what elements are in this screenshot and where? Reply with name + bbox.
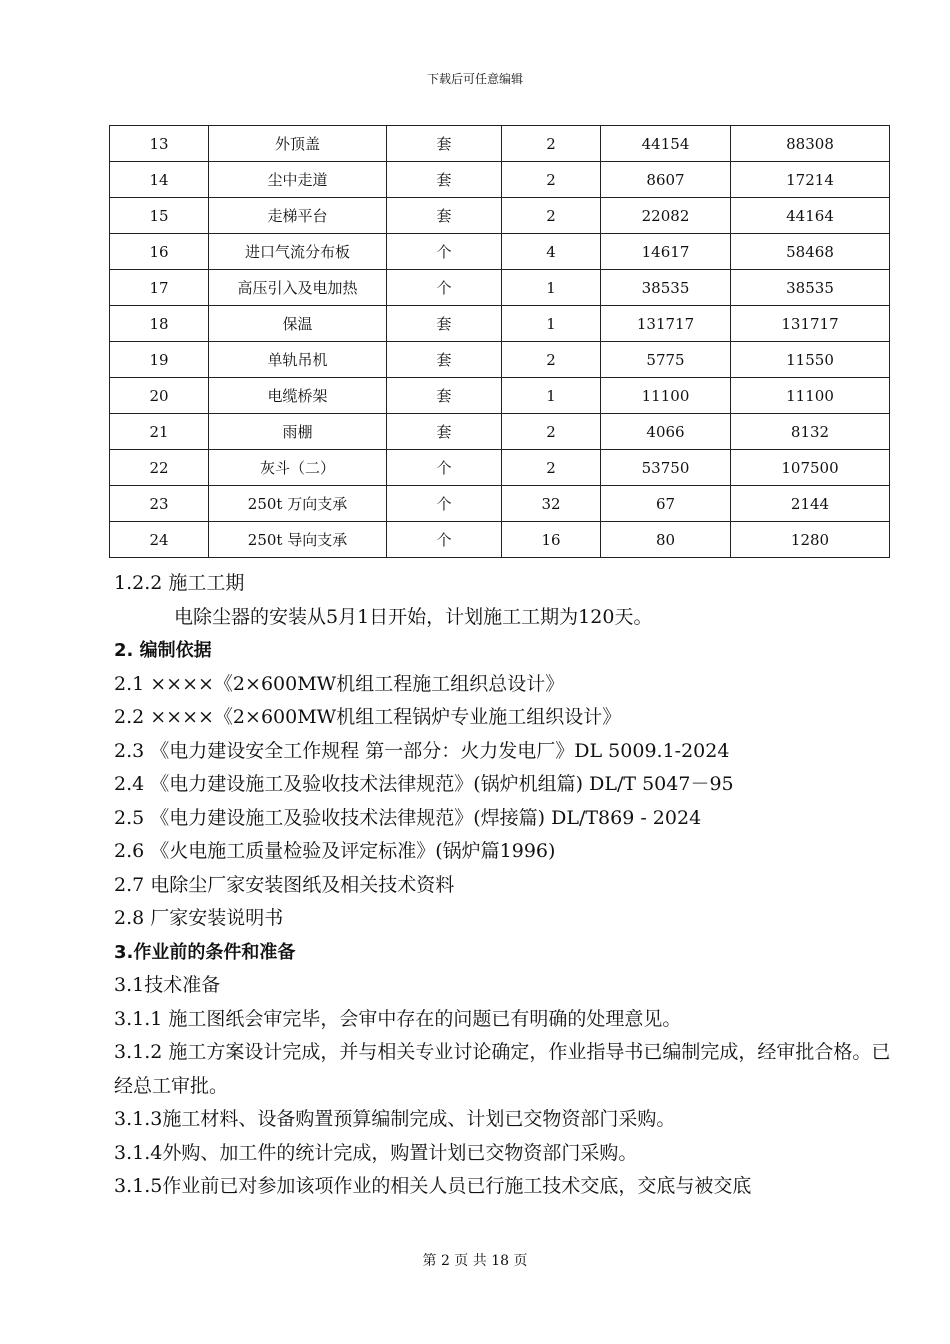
cell-unit: 套 bbox=[387, 306, 502, 342]
cell-unit-price: 38535 bbox=[601, 270, 731, 306]
table-row bbox=[110, 414, 890, 450]
cell-quantity: 32 bbox=[502, 486, 601, 522]
cell-unit: 套 bbox=[387, 198, 502, 234]
cell-unit: 套 bbox=[387, 162, 502, 198]
cell-total: 44164 bbox=[731, 198, 890, 234]
cell-index: 22 bbox=[110, 450, 209, 486]
ref-2-5: 2.5 《电力建设施工及验收技术法律规范》(焊接篇) DL/T869 - 2024 bbox=[114, 806, 702, 829]
cell-unit: 套 bbox=[387, 414, 502, 450]
cell-quantity: 4 bbox=[502, 234, 601, 270]
section-1-2-2: 1.2.2 施工工期 bbox=[114, 572, 245, 594]
cell-quantity: 2 bbox=[502, 342, 601, 378]
cell-quantity: 2 bbox=[502, 198, 601, 234]
ref-2-6: 2.6 《火电施工质量检验及评定标准》(锅炉篇1996) bbox=[114, 840, 556, 862]
cell-unit-price: 14617 bbox=[601, 234, 731, 270]
cell-unit-price: 8607 bbox=[601, 162, 731, 198]
cell-unit: 个 bbox=[387, 450, 502, 486]
item-3-1-3: 3.1.3施工材料、设备购置预算编制完成、计划已交物资部门采购。 bbox=[114, 1108, 676, 1130]
cell-quantity: 16 bbox=[502, 522, 601, 558]
document-body bbox=[114, 567, 894, 1204]
cell-item-name: 单轨吊机 bbox=[209, 342, 387, 378]
cell-item-name: 250t 万向支承 bbox=[209, 486, 387, 522]
cell-total: 1280 bbox=[731, 522, 890, 558]
cell-total: 38535 bbox=[731, 270, 890, 306]
cell-index: 24 bbox=[110, 522, 209, 558]
cell-total: 8132 bbox=[731, 414, 890, 450]
cell-quantity: 2 bbox=[502, 126, 601, 162]
cell-unit: 套 bbox=[387, 378, 502, 414]
table-row bbox=[110, 234, 890, 270]
cell-item-name: 尘中走道 bbox=[209, 162, 387, 198]
table-row bbox=[110, 378, 890, 414]
cell-unit-price: 22082 bbox=[601, 198, 731, 234]
cell-unit: 个 bbox=[387, 270, 502, 306]
cell-unit-price: 131717 bbox=[601, 306, 731, 342]
table-row bbox=[110, 306, 890, 342]
heading-3: 3.作业前的条件和准备 bbox=[114, 941, 296, 963]
cell-total: 11550 bbox=[731, 342, 890, 378]
cell-total: 58468 bbox=[731, 234, 890, 270]
cell-item-name: 雨棚 bbox=[209, 414, 387, 450]
cell-unit-price: 4066 bbox=[601, 414, 731, 450]
cell-total: 131717 bbox=[731, 306, 890, 342]
cell-item-name: 灰斗（二） bbox=[209, 450, 387, 486]
cell-index: 17 bbox=[110, 270, 209, 306]
cell-index: 21 bbox=[110, 414, 209, 450]
cell-total: 88308 bbox=[731, 126, 890, 162]
cell-index: 20 bbox=[110, 378, 209, 414]
cell-index: 13 bbox=[110, 126, 209, 162]
cell-item-name: 进口气流分布板 bbox=[209, 234, 387, 270]
cell-unit: 个 bbox=[387, 486, 502, 522]
table-row bbox=[110, 486, 890, 522]
table-row bbox=[110, 198, 890, 234]
heading-2: 2. 编制依据 bbox=[114, 640, 212, 661]
cell-item-name: 外顶盖 bbox=[209, 126, 387, 162]
cell-unit: 套 bbox=[387, 342, 502, 378]
ref-2-2: 2.2 ××××《2×600MW机组工程锅炉专业施工组织设计》 bbox=[114, 706, 622, 728]
cell-total: 2144 bbox=[731, 486, 890, 522]
table-row bbox=[110, 522, 890, 558]
cell-unit-price: 44154 bbox=[601, 126, 731, 162]
cell-index: 19 bbox=[110, 342, 209, 378]
cell-item-name: 保温 bbox=[209, 306, 387, 342]
cell-unit-price: 80 bbox=[601, 522, 731, 558]
ref-2-7: 2.7 电除尘厂家安装图纸及相关技术资料 bbox=[114, 873, 455, 896]
cell-unit: 套 bbox=[387, 126, 502, 162]
cell-quantity: 2 bbox=[502, 162, 601, 198]
cell-quantity: 2 bbox=[502, 414, 601, 450]
cell-unit-price: 67 bbox=[601, 486, 731, 522]
equipment-table bbox=[109, 125, 890, 558]
cell-index: 14 bbox=[110, 162, 209, 198]
cell-unit-price: 53750 bbox=[601, 450, 731, 486]
page-footer: 第 2 页 共 18 页 bbox=[422, 1253, 528, 1269]
item-3-1-2: 3.1.2 施工方案设计完成，并与相关专业讨论确定，作业指导书已编制完成，经审批合格。已经总工审批。 bbox=[114, 1041, 891, 1097]
table-row bbox=[110, 342, 890, 378]
cell-total: 107500 bbox=[731, 450, 890, 486]
cell-index: 16 bbox=[110, 234, 209, 270]
ref-2-4: 2.4 《电力建设施工及验收技术法律规范》(锅炉机组篇) DL/T 5047－95 bbox=[114, 773, 734, 795]
cell-unit-price: 11100 bbox=[601, 378, 731, 414]
cell-unit: 个 bbox=[387, 234, 502, 270]
cell-unit-price: 5775 bbox=[601, 342, 731, 378]
cell-item-name: 电缆桥架 bbox=[209, 378, 387, 414]
item-3-1-4: 3.1.4外购、加工件的统计完成，购置计划已交物资部门采购。 bbox=[114, 1141, 638, 1164]
cell-unit: 个 bbox=[387, 522, 502, 558]
table-row bbox=[110, 126, 890, 162]
cell-item-name: 走梯平台 bbox=[209, 198, 387, 234]
item-3-1-5: 3.1.5作业前已对参加该项作业的相关人员已行施工技术交底，交底与被交底 bbox=[114, 1175, 752, 1197]
cell-quantity: 2 bbox=[502, 450, 601, 486]
cell-total: 17214 bbox=[731, 162, 890, 198]
cell-index: 15 bbox=[110, 198, 209, 234]
page-header: 下载后可任意编辑 bbox=[426, 72, 523, 86]
ref-2-8: 2.8 厂家安装说明书 bbox=[114, 907, 284, 929]
table-row bbox=[110, 162, 890, 198]
cell-index: 23 bbox=[110, 486, 209, 522]
cell-index: 18 bbox=[110, 306, 209, 342]
ref-2-3: 2.3 《电力建设安全工作规程 第一部分：火力发电厂》DL 5009.1-2024 bbox=[114, 739, 730, 762]
item-3-1-1: 3.1.1 施工图纸会审完毕，会审中存在的问题已有明确的处理意见。 bbox=[114, 1007, 682, 1030]
schedule-paragraph: 电除尘器的安装从5月1日开始，计划施工工期为120天。 bbox=[174, 605, 653, 628]
cell-total: 11100 bbox=[731, 378, 890, 414]
cell-quantity: 1 bbox=[502, 378, 601, 414]
cell-quantity: 1 bbox=[502, 270, 601, 306]
cell-item-name: 高压引入及电加热 bbox=[209, 270, 387, 306]
section-3-1: 3.1技术准备 bbox=[114, 974, 221, 996]
table-row bbox=[110, 450, 890, 486]
cell-item-name: 250t 导向支承 bbox=[209, 522, 387, 558]
cell-quantity: 1 bbox=[502, 306, 601, 342]
ref-2-1: 2.1 ××××《2×600MW机组工程施工组织总设计》 bbox=[114, 672, 565, 695]
table-row bbox=[110, 270, 890, 306]
